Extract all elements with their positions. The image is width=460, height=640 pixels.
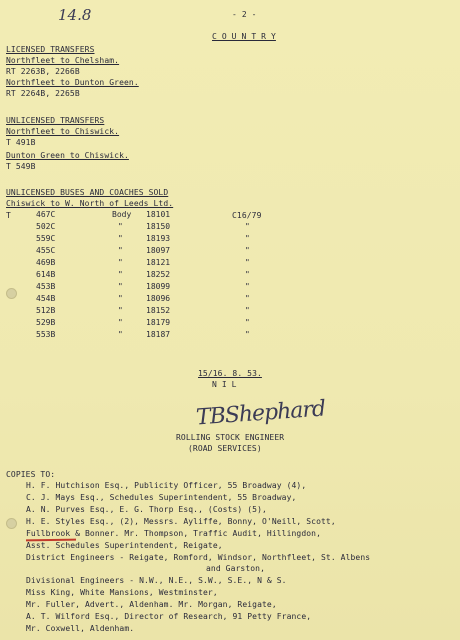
body-number: 18096	[146, 294, 171, 303]
copies-line: Miss King, White Mansions, Westminster,	[26, 588, 218, 597]
fleet-number: 559C	[36, 234, 56, 243]
copies-line: Mr. Fuller, Advert., Aldenham. Mr. Morgan, Reigate,	[26, 600, 277, 609]
reference-ditto: "	[245, 234, 250, 243]
fleet-number: 502C	[36, 222, 56, 231]
copies-line: Divisional Engineers - N.W., N.E., S.W., S.E., N & S.	[26, 576, 287, 585]
handwritten-note: 14.8	[58, 6, 92, 24]
body-number: 18099	[146, 282, 171, 291]
copies-line: and Garston,	[206, 564, 265, 573]
body-number: 18252	[146, 270, 171, 279]
page-title: C O U N T R Y	[212, 32, 276, 41]
sold-reference: C16/79	[232, 211, 262, 220]
copies-line: A. N. Purves Esq., E. G. Thorp Esq., (Costs) (5),	[26, 505, 267, 514]
copies-line: Mr. Coxwell, Aldenham.	[26, 624, 135, 633]
body-ditto: "	[118, 246, 123, 255]
body-number: 18179	[146, 318, 171, 327]
unlicensed-route-2: Dunton Green to Chiswick.	[6, 151, 129, 160]
fleet-number-column	[36, 209, 55, 341]
body-number: 18101	[146, 210, 171, 219]
sold-type: T	[6, 211, 11, 220]
unlicensed-route-1: Northfleet to Chiswick.	[6, 127, 120, 136]
signature: TBShephard	[195, 396, 326, 431]
reference-ditto: "	[245, 270, 250, 279]
reference-ditto: "	[245, 282, 250, 291]
copies-line: Asst. Schedules Superintendent, Reigate,	[26, 541, 223, 550]
body-ditto: "	[118, 258, 123, 267]
body-ditto: "	[118, 318, 123, 327]
body-number: 18097	[146, 246, 171, 255]
body-number: 18150	[146, 222, 171, 231]
period-dates: 15/16. 8. 53.	[198, 369, 262, 378]
body-ditto: "	[118, 306, 123, 315]
body-ditto: "	[118, 330, 123, 339]
copies-line: A. T. Wilford Esq., Director of Research, 91 Petty France,	[26, 612, 312, 621]
copies-heading: COPIES TO:	[6, 470, 56, 479]
punch-hole	[6, 288, 17, 299]
body-ditto: "	[118, 270, 123, 279]
reference-ditto: "	[245, 258, 250, 267]
sold-heading: UNLICENSED BUSES AND COACHES SOLD	[6, 188, 169, 197]
licensed-route-2: Northfleet to Dunton Green.	[6, 78, 139, 87]
copies-line: District Engineers - Reigate, Romford, Windsor, Northfleet, St. Albens	[26, 553, 371, 562]
body-ditto: "	[118, 282, 123, 291]
fleet-number: 614B	[36, 270, 56, 279]
licensed-route-1-vehicles: RT 2263B, 2266B	[6, 67, 80, 76]
copies-line: C. J. Mays Esq., Schedules Superintendent, 55 Broadway,	[26, 493, 297, 502]
fleet-number: 455C	[36, 246, 56, 255]
fleet-number: 454B	[36, 294, 56, 303]
unlicensed-route-2-vehicles: T 549B	[6, 162, 36, 171]
fleet-number: 467C	[36, 210, 56, 219]
body-number: 18187	[146, 330, 171, 339]
licensed-route-2-vehicles: RT 2264B, 2265B	[6, 89, 80, 98]
copies-line: H. F. Hutchison Esq., Publicity Officer, 55 Broadway (4),	[26, 481, 307, 490]
signatory-title: ROLLING STOCK ENGINEER	[176, 433, 285, 442]
fleet-number: 553B	[36, 330, 56, 339]
unlicensed-route-1-vehicles: T 491B	[6, 138, 36, 147]
signatory-subtitle: (ROAD SERVICES)	[188, 444, 262, 453]
nil-status: N I L	[212, 380, 237, 389]
body-ditto: "	[118, 294, 123, 303]
fleet-number: 512B	[36, 306, 56, 315]
body-number-column	[146, 209, 170, 341]
fleet-number: 453B	[36, 282, 56, 291]
licensed-route-1: Northfleet to Chelsham.	[6, 56, 120, 65]
body-label: Body	[112, 210, 132, 219]
body-column	[112, 209, 131, 341]
punch-hole	[6, 518, 17, 529]
fleet-number: 529B	[36, 318, 56, 327]
sold-subheading: Chiswick to W. North of Leeds Ltd.	[6, 199, 174, 208]
body-ditto: "	[118, 234, 123, 243]
body-number: 18152	[146, 306, 171, 315]
reference-ditto: "	[245, 318, 250, 327]
copies-line: H. E. Styles Esq., (2), Messrs. Ayliffe, Bonny, O'Neill, Scott,	[26, 517, 336, 526]
reference-ditto: "	[245, 306, 250, 315]
body-number: 18193	[146, 234, 171, 243]
body-ditto: "	[118, 222, 123, 231]
copies-line: Fullbrook & Bonner. Mr. Thompson, Traffic Audit, Hillingdon,	[26, 529, 321, 538]
fleet-number: 469B	[36, 258, 56, 267]
reference-ditto: "	[245, 294, 250, 303]
reference-ditto: "	[245, 330, 250, 339]
reference-ditto-column	[245, 221, 250, 341]
unlicensed-heading: UNLICENSED TRANSFERS	[6, 116, 105, 125]
reference-ditto: "	[245, 222, 250, 231]
licensed-heading: LICENSED TRANSFERS	[6, 45, 95, 54]
body-number: 18121	[146, 258, 171, 267]
page-number: - 2 -	[232, 10, 257, 19]
reference-ditto: "	[245, 246, 250, 255]
